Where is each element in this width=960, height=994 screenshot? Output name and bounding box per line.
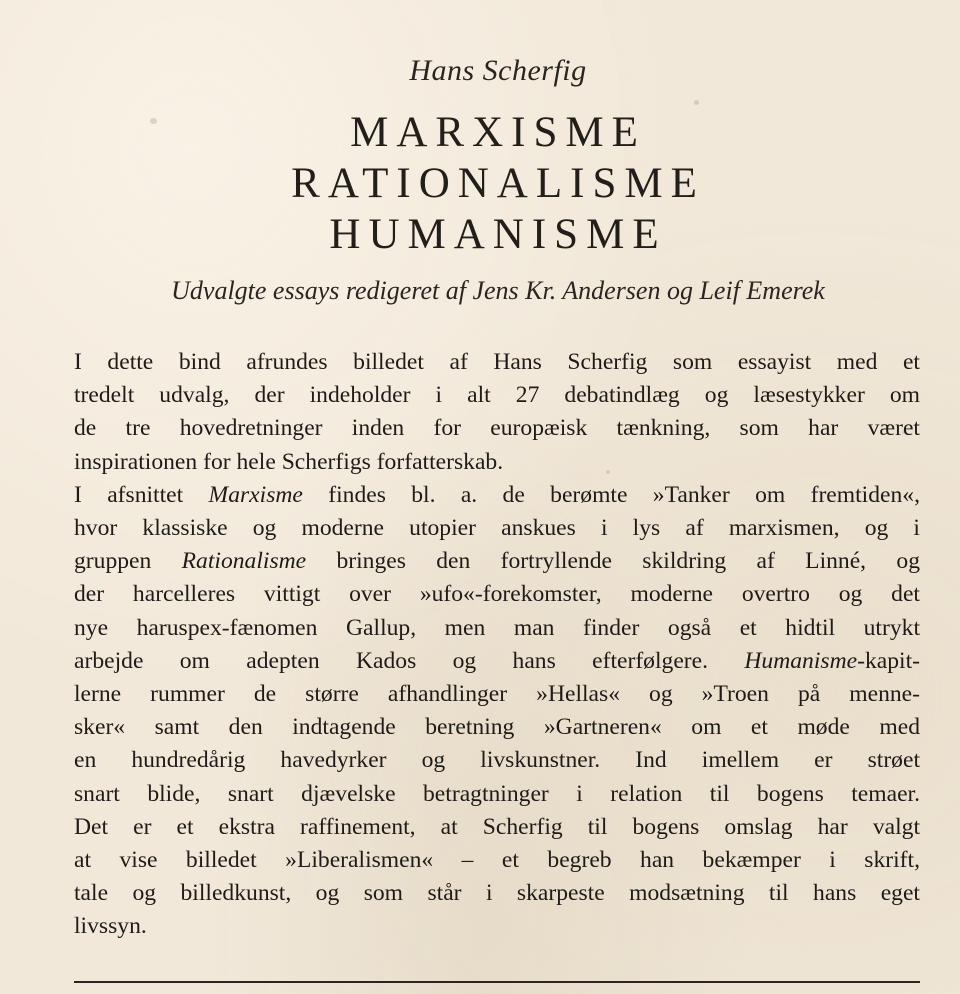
- author-name: Hans Scherfig: [409, 54, 587, 87]
- blurb-segment: bringes den fortryllende skildring af Linné, og: [306, 548, 920, 575]
- blurb-line: livssyn.: [74, 913, 147, 940]
- blurb-segment: findes bl. a. de berømte »Tanker om fremtiden«,: [302, 481, 920, 508]
- blurb-line: [74, 645, 920, 678]
- blurb-line: Det er et ekstra raffinement, at Scherfig til bogens omslag har valgt: [74, 813, 920, 840]
- blurb-line: der harcelleres vittigt over »ufo«-forekomster, moderne overtro og det: [74, 581, 920, 608]
- blurb-segment: gruppen: [74, 548, 182, 575]
- blurb-line: [74, 545, 920, 578]
- blurb-line: de tre hovedretninger inden for europæisk tænkning, som har været: [74, 415, 920, 442]
- blurb-line: lerne rummer de større afhandlinger »Hellas« og »Troen på menne-: [74, 681, 920, 708]
- blurb-line: [74, 479, 920, 512]
- blurb-segment: arbejde om adepten Kados og hans efterfølgere.: [74, 647, 745, 674]
- blurb-line: inspirationen for hele Scherfigs forfatterskab.: [74, 448, 504, 475]
- section-name-marxisme: Marxisme: [208, 481, 303, 508]
- title-line-rationalisme: RATIONALISME: [291, 160, 705, 207]
- blurb-line: hvor klassiske og moderne utopier anskues i lys af marxismen, og i: [74, 515, 920, 542]
- blurb-segment: -kapit-: [857, 647, 920, 674]
- blurb-line: nye haruspex-fænomen Gallup, men man finder også et hidtil utrykt: [74, 614, 920, 641]
- blurb-line: en hundredårig havedyrker og livskunstner. Ind imellem er strøet: [74, 747, 920, 774]
- blurb-line: tale og billedkunst, og som står i skarpeste modsætning til hans eget: [74, 880, 920, 907]
- section-name-rationalisme: Rationalisme: [181, 548, 307, 575]
- blurb-segment: I afsnittet: [74, 481, 209, 508]
- paper-speck: [694, 100, 699, 105]
- blurb-line: sker« samt den indtagende beretning »Gartneren« om et møde med: [74, 714, 920, 741]
- subtitle: Udvalgte essays redigeret af Jens Kr. Andersen og Leif Emerek: [171, 276, 825, 305]
- bottom-rule: [74, 981, 920, 983]
- blurb-line: at vise billedet »Liberalismen« – et begreb han bekæmper i skrift,: [74, 847, 920, 874]
- section-name-humanisme: Humanisme: [744, 647, 858, 674]
- blurb-line: I dette bind afrundes billedet af Hans Scherfig som essayist med et: [74, 349, 920, 375]
- title-line-marxisme: MARXISME: [350, 109, 646, 156]
- blurb-text: [74, 346, 920, 944]
- title-line-humanisme: HUMANISME: [329, 211, 667, 258]
- blurb-line: snart blide, snart djævelske betragtninger i relation til bogens temaer.: [74, 780, 920, 807]
- blurb-line: tredelt udvalg, der indeholder i alt 27 debatindlæg og læsestykker om: [74, 382, 920, 409]
